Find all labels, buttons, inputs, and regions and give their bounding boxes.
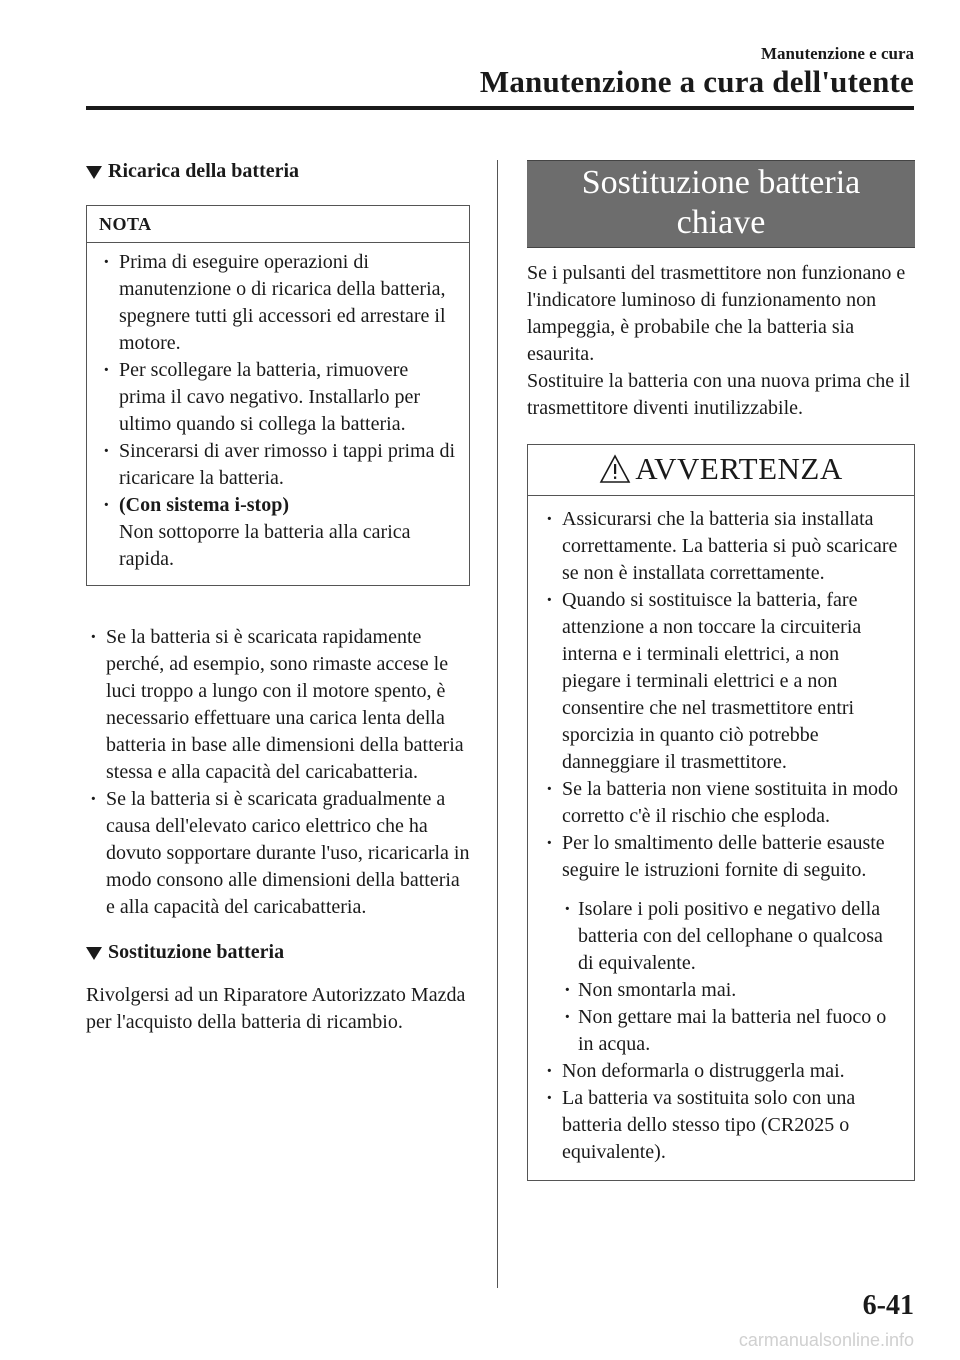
list-item: · Quando si sostituisce la batteria, fare attenzione a non toccare la circuiteria interna e i terminali elettrici, a non piegare i terminali elettrici e a non consentire che nel trasmettitore entri sporcizia in quanto ciò potrebbe danneggiare il trasmettitore.	[542, 587, 902, 776]
warning-list	[542, 506, 902, 884]
list-item	[99, 492, 457, 573]
nota-box	[86, 205, 470, 586]
warning-title	[528, 445, 914, 496]
warning-list-2	[542, 1058, 902, 1166]
warning-box	[527, 444, 915, 1181]
watermark: carmanualsonline.info	[738, 1330, 914, 1350]
list-item: · La batteria va sostituita solo con una batteria dello stesso tipo (CR2025 o equivalente).	[542, 1085, 902, 1166]
right-column	[527, 160, 915, 1181]
list-item: · Isolare i poli positivo e negativo della batteria con del cellophane o qualcosa di equivalente.	[562, 896, 902, 977]
column-divider	[497, 160, 498, 1288]
nota-list	[99, 249, 457, 573]
warning-body	[528, 496, 914, 1180]
chapter-title: Manutenzione e cura	[761, 44, 914, 63]
section-title: Manutenzione a cura dell'utente	[479, 64, 914, 99]
nota-title: NOTA	[87, 206, 469, 243]
istop-text: Non sottoporre la batteria alla carica rapida.	[119, 521, 411, 570]
list-item: · Assicurarsi che la batteria sia installata correttamente. La batteria si può scaricare se non è installata correttamente.	[542, 506, 902, 587]
list-item: · Se la batteria si è scaricata rapidamente perché, ad esempio, sono rimaste accese le luci troppo a lungo con il motore spento, è necessario effettuare una carica lenta della batteria in base alle dimensioni della batteria stessa e alla capacità del caricabatteria.	[86, 624, 470, 786]
banner-line1: Sostituzione batteria	[581, 164, 861, 201]
list-item: · Non gettare mai la batteria nel fuoco o in acqua.	[562, 1004, 902, 1058]
triangle-down-icon	[86, 166, 102, 179]
warning-sublist	[562, 896, 902, 1058]
warning-title-text: AVVERTENZA	[635, 451, 843, 486]
list-item: · Per lo smaltimento delle batterie esauste seguire le istruzioni fornite di seguito.	[542, 830, 902, 884]
intro-paragraph-2: Sostituire la batteria con una nuova prima che il trasmettitore diventi inutilizzabile.	[527, 370, 911, 419]
list-item: · Prima di eseguire operazioni di manutenzione o di ricarica della batteria, spegnere tutti gli accessori ed arrestare il motore.	[99, 249, 457, 357]
banner-line2: chiave	[676, 204, 766, 241]
list-item: · Non deformarla o distruggerla mai.	[542, 1058, 902, 1085]
ricarica-bullets	[86, 624, 470, 921]
section-banner	[527, 160, 915, 248]
list-item: · Se la batteria si è scaricata gradualmente a causa dell'elevato carico elettrico che ha dovuto sopportare durante l'uso, ricaricarla in modo consono alle dimensioni della batteria e alla capacità del caricabatteria.	[86, 786, 470, 921]
header-rule	[86, 106, 914, 110]
triangle-down-icon	[86, 947, 102, 960]
heading-ricarica-text: Ricarica della batteria	[108, 160, 300, 182]
heading-sostituzione-text: Sostituzione batteria	[108, 941, 285, 963]
sostituzione-paragraph: Rivolgersi ad un Riparatore Autorizzato Mazda per l'acquisto della batteria di ricambio.	[86, 984, 466, 1033]
list-item: · Per scollegare la batteria, rimuovere prima il cavo negativo. Installarlo per ultimo quando si collega la batteria.	[99, 357, 457, 438]
intro-paragraph: Se i pulsanti del trasmettitore non funzionano e l'indicatore luminoso di funzionamento non lampeggia, è probabile che la batteria sia esaurita.	[527, 262, 906, 365]
heading-ricarica	[86, 160, 470, 183]
list-item: · Sincerarsi di aver rimosso i tappi prima di ricaricare la batteria.	[99, 438, 457, 492]
left-column	[86, 160, 470, 1036]
warning-sublist-wrap	[542, 896, 902, 1058]
page-number: 6-41	[862, 1290, 914, 1321]
warning-triangle-icon	[599, 454, 631, 484]
list-item: · Non smontarla mai.	[562, 977, 902, 1004]
istop-label: (Con sistema i-stop)	[119, 494, 289, 516]
nota-body	[87, 243, 469, 585]
heading-sostituzione	[86, 941, 470, 964]
list-item: · Se la batteria non viene sostituita in modo corretto c'è il rischio che esploda.	[542, 776, 902, 830]
